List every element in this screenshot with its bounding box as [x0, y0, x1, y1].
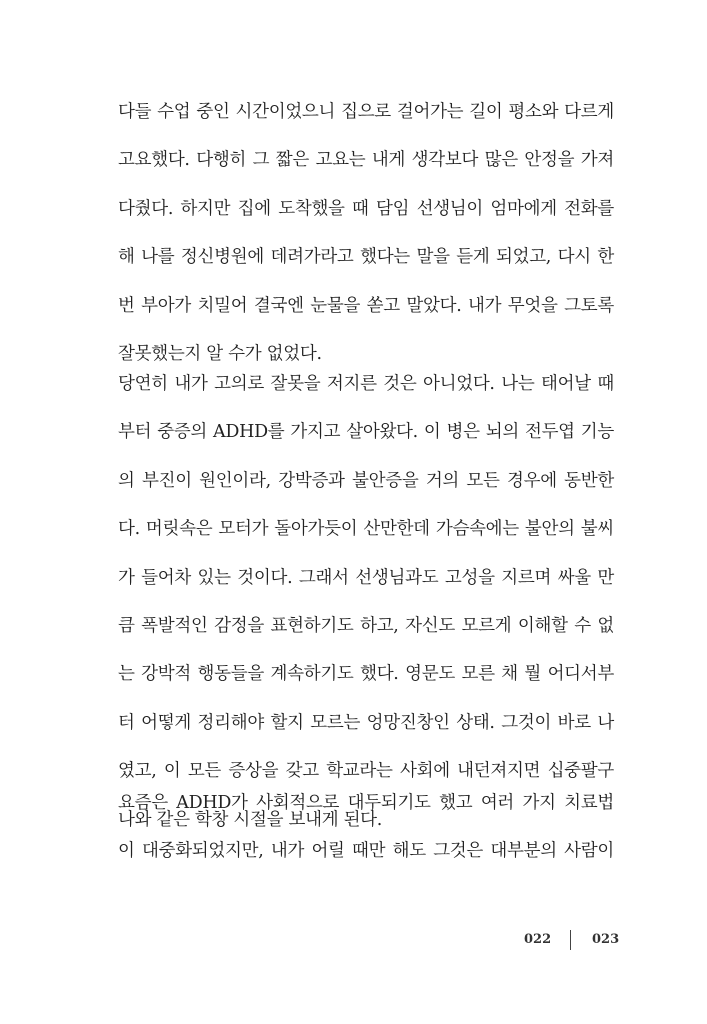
text-line: 해 나를 정신병원에 데려가라고 했다는 말을 듣게 되었고, 다시 한 — [118, 247, 614, 268]
page-number-left: 022 — [524, 932, 552, 947]
page-numbers — [500, 930, 620, 954]
text-line: 다줬다. 하지만 집에 도착했을 때 담임 선생님이 엄마에게 전화를 — [118, 198, 614, 219]
text-line: 번 부아가 치밀어 결국엔 눈물을 쏟고 말았다. 내가 무엇을 그토록 — [118, 295, 614, 316]
text-line: 는 강박적 행동들을 계속하기도 했다. 영문도 모른 채 뭘 어디서부 — [118, 664, 614, 685]
text-line: 부터 중증의 ADHD를 가지고 살아왔다. 이 병은 뇌의 전두엽 기능 — [118, 422, 614, 443]
paragraph-3 — [118, 779, 614, 876]
text-line: 잘못했는지 알 수가 없었다. — [118, 343, 322, 364]
text-line: 이 대중화되었지만, 내가 어릴 때만 해도 그것은 대부분의 사람이 — [118, 841, 614, 862]
paragraph-2 — [118, 360, 614, 844]
text-line: 요즘은 ADHD가 사회적으로 대두되기도 했고 여러 가지 치료법 — [118, 793, 614, 813]
text-line: 가 들어차 있는 것이다. 그래서 선생님과도 고성을 지르며 싸울 만 — [118, 567, 614, 588]
page-number-divider — [570, 930, 571, 950]
text-line: 다들 수업 중인 시간이었으니 집으로 걸어가는 길이 평소와 다르게 — [118, 102, 614, 122]
text-line: 다. 머릿속은 모터가 돌아가듯이 산만한데 가슴속에는 불안의 불씨 — [118, 519, 614, 540]
text-line: 큼 폭발적인 감정을 표현하기도 하고, 자신도 모르게 이해할 수 없 — [118, 615, 614, 636]
text-line: 의 부진이 원인이라, 강박증과 불안증을 거의 모든 경우에 동반한 — [118, 470, 614, 491]
page-number-right: 023 — [592, 932, 620, 947]
paragraph-1 — [118, 88, 614, 378]
text-line: 나와 같은 학창 시절을 보내게 된다. — [118, 809, 383, 830]
text-line: 터 어떻게 정리해야 할지 모르는 엉망진창인 상태. 그것이 바로 나 — [118, 712, 614, 733]
text-line: 였고, 이 모든 증상을 갖고 학교라는 사회에 내던져지면 십중팔구 — [118, 761, 614, 782]
text-line: 고요했다. 다행히 그 짧은 고요는 내게 생각보다 많은 안정을 가져 — [118, 150, 614, 171]
text-line: 당연히 내가 고의로 잘못을 저지른 것은 아니었다. 나는 태어날 때 — [118, 374, 614, 394]
